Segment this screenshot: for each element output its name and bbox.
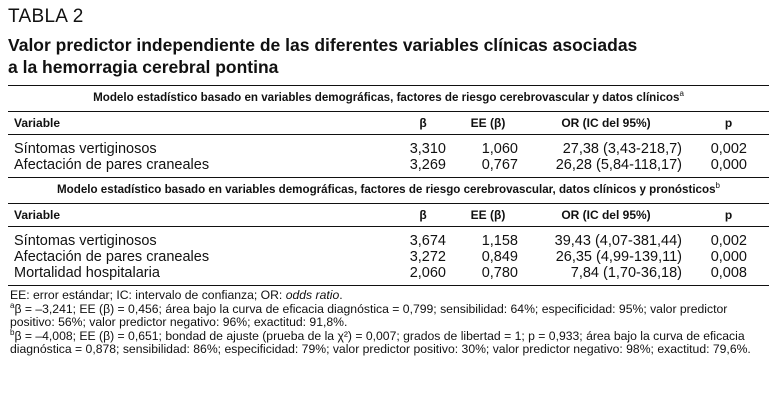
caption-line-2: a la hemorragia cerebral pontina — [8, 57, 279, 77]
cell-p: 0,002 — [710, 233, 747, 249]
caption-line-1: Valor predictor independiente de las diferentes variables clínicas asociadas — [8, 35, 638, 55]
cell-p: 0,008 — [710, 265, 747, 281]
table-label: TABLA 2 — [8, 6, 84, 27]
col-header-beta: β — [394, 112, 452, 135]
cell-ee: 1,060 — [481, 141, 518, 157]
footnote-b-text: β = –4,008; EE (β) = 0,651; bondad de ajuste (prueba de la χ²) = 0,007; grados de libertad = 1; p = 0,933; área bajo la curva de eficacia diagnóstica = 0,878; sensibilidad: 86%; especificidad: 79%; valor predictor positivo: 30%; valor predictor negativo: 98%; exactitud: 79,6%. — [10, 328, 751, 357]
cell-ee: 1,158 — [481, 233, 518, 249]
model-2-title-text: Modelo estadístico basado en variables demográficas, factores de riesgo cerebrovascular, datos clínicos y pronósticos — [57, 183, 716, 196]
cell-variable: Síntomas vertiginosos — [14, 233, 157, 249]
cell-beta: 3,272 — [409, 249, 446, 265]
data-table — [8, 85, 769, 286]
footnote-abbreviations — [10, 289, 769, 303]
cell-or: 26,28 (5,84-118,17) — [555, 157, 682, 173]
footnote-abbrev-end: . — [339, 288, 343, 302]
cell-variable: Afectación de pares craneales — [14, 157, 210, 173]
cell-or: 39,43 (4,07-381,44) — [554, 233, 682, 249]
cell-p: 0,000 — [710, 157, 747, 173]
col-header-p: p — [688, 204, 769, 227]
table-footnotes — [8, 289, 769, 357]
table-row — [8, 249, 769, 265]
table-row — [8, 157, 769, 173]
col-header-variable: Variable — [8, 204, 394, 227]
model-2-header-row — [8, 204, 769, 227]
footnote-a-mark: a — [10, 300, 15, 310]
cell-beta: 2,060 — [409, 265, 446, 281]
table-caption — [8, 34, 769, 78]
footnote-abbrev-text: EE: error estándar; IC: intervalo de confianza; OR: — [10, 288, 283, 302]
cell-or: 26,35 (4,99-139,11) — [555, 249, 682, 265]
model-1-table — [8, 112, 769, 177]
cell-beta: 3,674 — [409, 233, 446, 249]
cell-p: 0,002 — [710, 141, 747, 157]
cell-variable: Síntomas vertiginosos — [14, 141, 157, 157]
footnote-a — [10, 300, 769, 330]
cell-or: 27,38 (3,43-218,7) — [562, 141, 682, 157]
footnote-b — [10, 327, 769, 357]
table-row — [8, 233, 769, 249]
footnote-b-mark: b — [10, 327, 15, 337]
table-row — [8, 265, 769, 281]
cell-beta: 3,269 — [409, 157, 446, 173]
model-1-header-row — [8, 112, 769, 135]
col-header-beta: β — [394, 204, 452, 227]
footnote-abbrev-italic: odds ratio — [285, 288, 340, 302]
col-header-or: OR (IC del 95%) — [524, 204, 688, 227]
cell-ee: 0,767 — [481, 157, 518, 173]
model-2-title — [8, 177, 769, 204]
col-header-ee: EE (β) — [452, 204, 524, 227]
cell-ee: 0,780 — [481, 265, 518, 281]
model-2-table — [8, 204, 769, 285]
cell-variable: Afectación de pares craneales — [14, 249, 210, 265]
col-header-variable: Variable — [8, 112, 394, 135]
col-header-p: p — [688, 112, 769, 135]
model-1-title — [8, 86, 769, 112]
footnote-a-text: β = –3,241; EE (β) = 0,456; área bajo la curva de eficacia diagnóstica = 0,799; sensibilidad: 64%; especificidad: 95%; valor predictor positivo: 56%; valor predictor negativo: 96%; exactitud: 91,8%. — [10, 301, 728, 330]
cell-p: 0,000 — [710, 249, 747, 265]
col-header-or: OR (IC del 95%) — [524, 112, 688, 135]
col-header-ee: EE (β) — [452, 112, 524, 135]
cell-beta: 3,310 — [409, 141, 446, 157]
model-1-footnote-mark: a — [679, 89, 684, 99]
cell-variable: Mortalidad hospitalaria — [14, 265, 160, 281]
model-1-title-text: Modelo estadístico basado en variables demográficas, factores de riesgo cerebrovascular y datos clínicos — [93, 91, 680, 104]
cell-ee: 0,849 — [481, 249, 518, 265]
table-row — [8, 141, 769, 157]
cell-or: 7,84 (1,70-36,18) — [570, 265, 682, 281]
model-2-footnote-mark: b — [715, 181, 720, 191]
